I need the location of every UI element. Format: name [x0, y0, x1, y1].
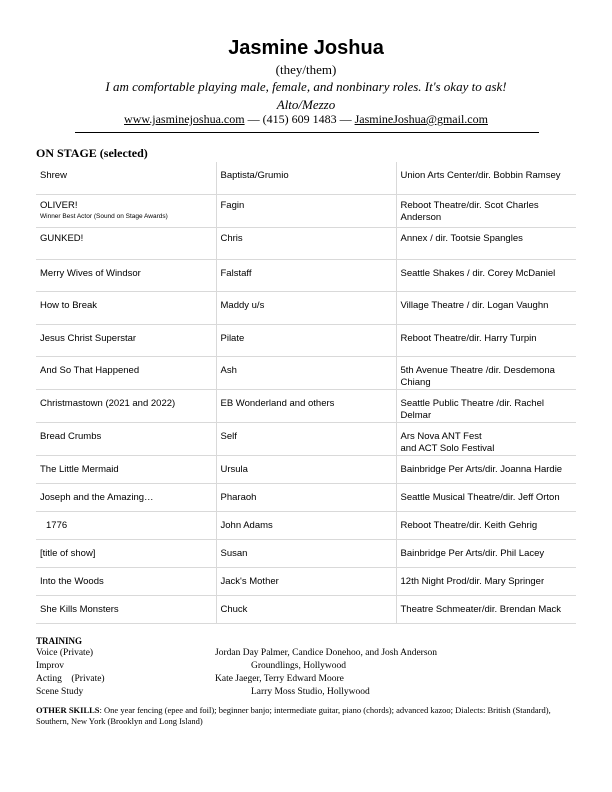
award-note: Winner Best Actor (Sound on Stage Awards)	[40, 212, 168, 220]
role: EB Wonderland and others	[216, 389, 396, 422]
role: Ursula	[216, 455, 396, 483]
table-row	[36, 422, 576, 455]
venue-cell	[396, 422, 576, 455]
separator: —	[336, 112, 355, 126]
role: Baptista/Grumio	[216, 162, 396, 194]
table-row	[36, 194, 576, 227]
show-title: Into the Woods	[36, 567, 216, 595]
training-value: Groundlings, Hollywood	[251, 661, 346, 671]
venue-director: 12th Night Prod/dir. Mary Springer	[396, 567, 576, 595]
show-title: 1776	[46, 519, 68, 531]
on-stage-heading: ON STAGE (selected)	[36, 146, 148, 160]
table-row	[36, 259, 576, 291]
table-row	[36, 595, 576, 623]
training-row	[36, 687, 576, 700]
pronouns: (they/them)	[275, 62, 337, 77]
table-row	[36, 511, 576, 539]
show-title: OLIVER!	[40, 199, 78, 211]
role: Ash	[216, 356, 396, 389]
training-label: Acting (Private)	[36, 674, 105, 684]
show-title: Bread Crumbs	[36, 422, 216, 455]
role: Jack's Mother	[216, 567, 396, 595]
role: Susan	[216, 539, 396, 567]
role: Fagin	[216, 194, 396, 227]
training-row	[36, 648, 576, 661]
role: Pilate	[216, 324, 396, 356]
show-title: She Kills Monsters	[36, 595, 216, 623]
table-row	[36, 324, 576, 356]
show-title: The Little Mermaid	[36, 455, 216, 483]
training-label: Scene Study	[36, 687, 84, 697]
other-skills-label: OTHER SKILLS	[36, 705, 100, 715]
show-title: Joseph and the Amazing…	[36, 483, 216, 511]
table-row	[36, 356, 576, 389]
tagline: I am comfortable playing male, female, and nonbinary roles. It's okay to ask!	[105, 79, 507, 94]
venue-director: Village Theatre / dir. Logan Vaughn	[396, 291, 576, 324]
training-row	[36, 674, 576, 687]
venue-director: Seattle Shakes / dir. Corey McDaniel	[396, 259, 576, 291]
venue-director: Reboot Theatre/dir. Keith Gehrig	[396, 511, 576, 539]
role: John Adams	[216, 511, 396, 539]
website-link[interactable]: www.jasminejoshua.com	[124, 112, 245, 126]
role: Maddy u/s	[216, 291, 396, 324]
credits-table	[36, 162, 576, 624]
show-title: How to Break	[36, 291, 216, 324]
training-label: Voice (Private)	[36, 648, 94, 658]
other-skills	[36, 705, 576, 727]
venue-director: Bainbridge Per Arts/dir. Phil Lacey	[396, 539, 576, 567]
venue-director: Ars Nova ANT Fest	[400, 430, 482, 442]
voice-type: Alto/Mezzo	[276, 97, 336, 112]
venue-director: Annex / dir. Tootsie Spangles	[396, 227, 576, 259]
training-row	[36, 661, 576, 674]
training-value: Jordan Day Palmer, Candice Donehoo, and Josh Anderson	[215, 648, 438, 658]
show-title: [title of show]	[36, 539, 216, 567]
show-title: And So That Happened	[36, 356, 216, 389]
venue-director: Seattle Musical Theatre/dir. Jeff Orton	[396, 483, 576, 511]
role: Falstaff	[216, 259, 396, 291]
training-heading: TRAINING	[36, 636, 83, 646]
table-row	[36, 567, 576, 595]
table-row	[36, 227, 576, 259]
actor-name: Jasmine Joshua	[228, 37, 384, 59]
show-title: Jesus Christ Superstar	[36, 324, 216, 356]
venue-director: Reboot Theatre/dir. Harry Turpin	[396, 324, 576, 356]
table-row	[36, 291, 576, 324]
training-label: Improv	[36, 661, 64, 671]
show-cell	[36, 194, 216, 227]
venue-director: Bainbridge Per Arts/dir. Joanna Hardie	[396, 455, 576, 483]
venue-director-extra: and ACT Solo Festival	[400, 442, 495, 454]
show-title: Merry Wives of Windsor	[36, 259, 216, 291]
table-row	[36, 455, 576, 483]
role: Self	[216, 422, 396, 455]
training-value: Larry Moss Studio, Hollywood	[251, 687, 370, 697]
show-title: Christmastown (2021 and 2022)	[36, 389, 216, 422]
role: Chris	[216, 227, 396, 259]
venue-director: 5th Avenue Theatre /dir. Desdemona Chiang	[396, 356, 576, 389]
contact-line	[0, 112, 612, 127]
table-row	[36, 539, 576, 567]
show-title: GUNKED!	[36, 227, 216, 259]
venue-director: Theatre Schmeater/dir. Brendan Mack	[396, 595, 576, 623]
venue-director: Union Arts Center/dir. Bobbin Ramsey	[396, 162, 576, 194]
email-link[interactable]: JasmineJoshua@gmail.com	[354, 112, 488, 126]
phone-number: (415) 609 1483	[262, 112, 337, 126]
show-title: Shrew	[36, 162, 216, 194]
separator: —	[244, 112, 263, 126]
header-divider	[75, 132, 539, 133]
training-value: Kate Jaeger, Terry Edward Moore	[215, 674, 344, 684]
table-row	[36, 162, 576, 194]
show-cell	[36, 511, 216, 539]
venue-director: Seattle Public Theatre /dir. Rachel Delmar	[396, 389, 576, 422]
role: Chuck	[216, 595, 396, 623]
role: Pharaoh	[216, 483, 396, 511]
other-skills-text: : One year fencing (epee and foil); beginner banjo; intermediate guitar, piano (chords); advanced kazoo; Dialects: British (Standard), Southern, New York (Brooklyn and Long Island)	[36, 705, 551, 726]
table-row	[36, 389, 576, 422]
venue-director: Reboot Theatre/dir. Scot Charles Anderson	[396, 194, 576, 227]
table-row	[36, 483, 576, 511]
